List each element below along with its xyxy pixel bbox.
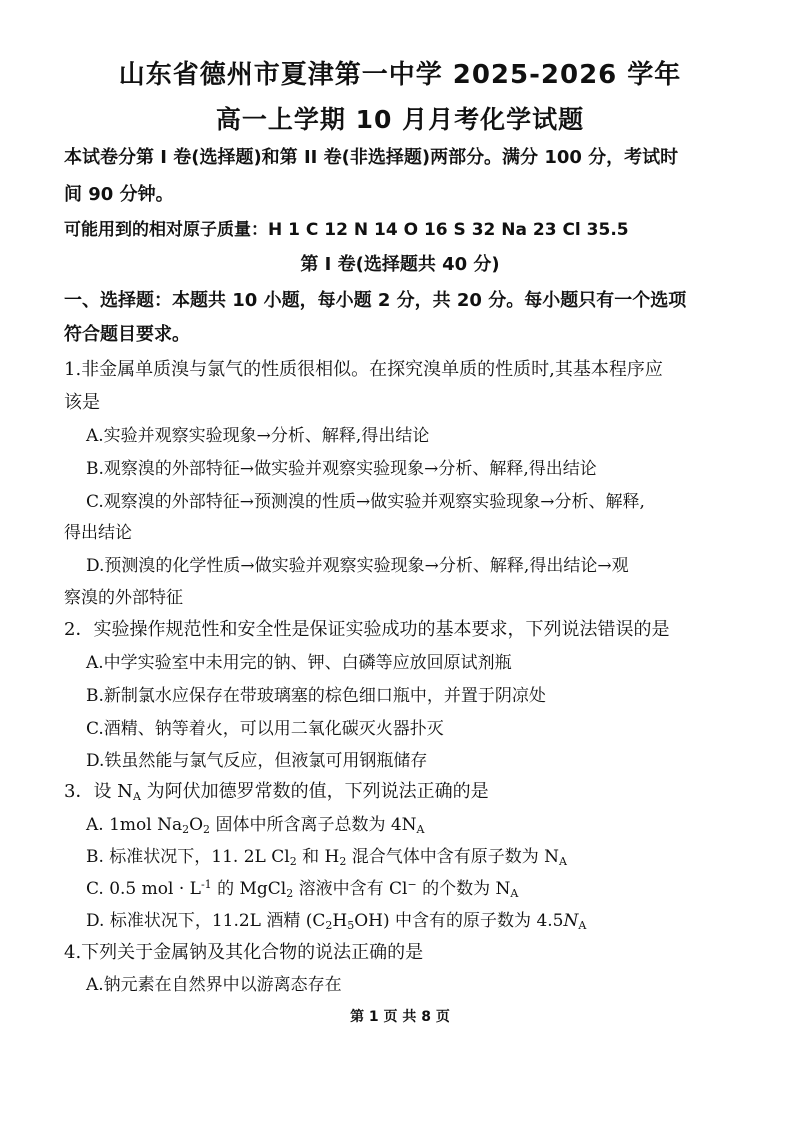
section-instruction-1: 一、选择题：本题共 10 小题，每小题 2 分，共 20 分。每小题只有一个选项 xyxy=(64,290,687,311)
section-title: 第 I 卷(选择题共 40 分) xyxy=(300,254,500,275)
q1-stem-line-2: 该是 xyxy=(64,392,100,413)
q3-option-c: C. 0.5 mol · $L^{-1}$ 的 MgCl$_2$ 溶液中含有 Cl− 的个数为 $N_A$ xyxy=(86,878,519,900)
q1-option-c-line-1: C.观察溴的外部特征→预测溴的性质→做实验并观察实验现象→分析、解释, xyxy=(86,492,645,512)
q2-option-d: D.铁虽然能与氯气反应，但液氯可用钢瓶储存 xyxy=(86,751,428,771)
q3-option-b: B. 标准状况下，11. 2L $Cl_2$ 和 $H_2$ 混合气体中含有原子数为 $N_A$ xyxy=(86,847,567,868)
section-instruction-2: 符合题目要求。 xyxy=(64,324,190,345)
q1-option-b: B.观察溴的外部特征→做实验并观察实验现象→分析、解释,得出结论 xyxy=(86,459,597,479)
q3-stem: 3．设 $N_A$ 为阿伏加德罗常数的值，下列说法正确的是 xyxy=(64,781,489,803)
q3-option-d: D. 标准状况下，11.2L 酒精 $(C_2H_5OH)$ 中含有的原子数为 $4.5N_A$ xyxy=(86,911,587,932)
q2-stem: 2．实验操作规范性和安全性是保证实验成功的基本要求，下列说法错误的是 xyxy=(64,619,670,640)
q1-option-a: A.实验并观察实验现象→分析、解释,得出结论 xyxy=(86,426,430,446)
q2-option-b: B.新制氯水应保存在带玻璃塞的棕色细口瓶中，并置于阴凉处 xyxy=(86,686,546,706)
exam-title-subject: 高一上学期 10 月月考化学试题 xyxy=(215,105,585,134)
q2-option-a: A.中学实验室中未用完的钠、钾、白磷等应放回原试剂瓶 xyxy=(86,653,512,673)
intro-line-2: 间 90 分钟。 xyxy=(64,184,174,205)
q4-stem: 4.下列关于金属钠及其化合物的说法正确的是 xyxy=(64,942,424,963)
q3-option-a: A. 1mol $Na_2O_2$ 固体中所含离子总数为 $4N_A$ xyxy=(86,815,425,836)
q2-option-c: C.酒精、钠等着火，可以用二氧化碳灭火器扑灭 xyxy=(86,719,444,739)
atomic-masses: 可能用到的相对原子质量：H 1 C 12 N 14 O 16 S 32 Na 23 Cl 35.5 xyxy=(64,220,629,240)
q4-option-a: A.钠元素在自然界中以游离态存在 xyxy=(86,975,342,995)
exam-title-school: 山东省德州市夏津第一中学 2025-2026 学年 xyxy=(118,60,682,90)
q1-option-d-line-1: D.预测溴的化学性质→做实验并观察实验现象→分析、解释,得出结论→观 xyxy=(86,556,629,576)
q1-stem-line-1: 1.非金属单质溴与氯气的性质很相似。在探究溴单质的性质时,其基本程序应 xyxy=(64,359,663,380)
q1-option-c-line-2: 得出结论 xyxy=(64,523,132,543)
intro-line-1: 本试卷分第 I 卷(选择题)和第 II 卷(非选择题)两部分。满分 100 分，考试时 xyxy=(64,147,679,168)
page-number: 第 1 页 共 8 页 xyxy=(350,1009,450,1025)
q1-option-d-line-2: 察溴的外部特征 xyxy=(64,588,183,608)
